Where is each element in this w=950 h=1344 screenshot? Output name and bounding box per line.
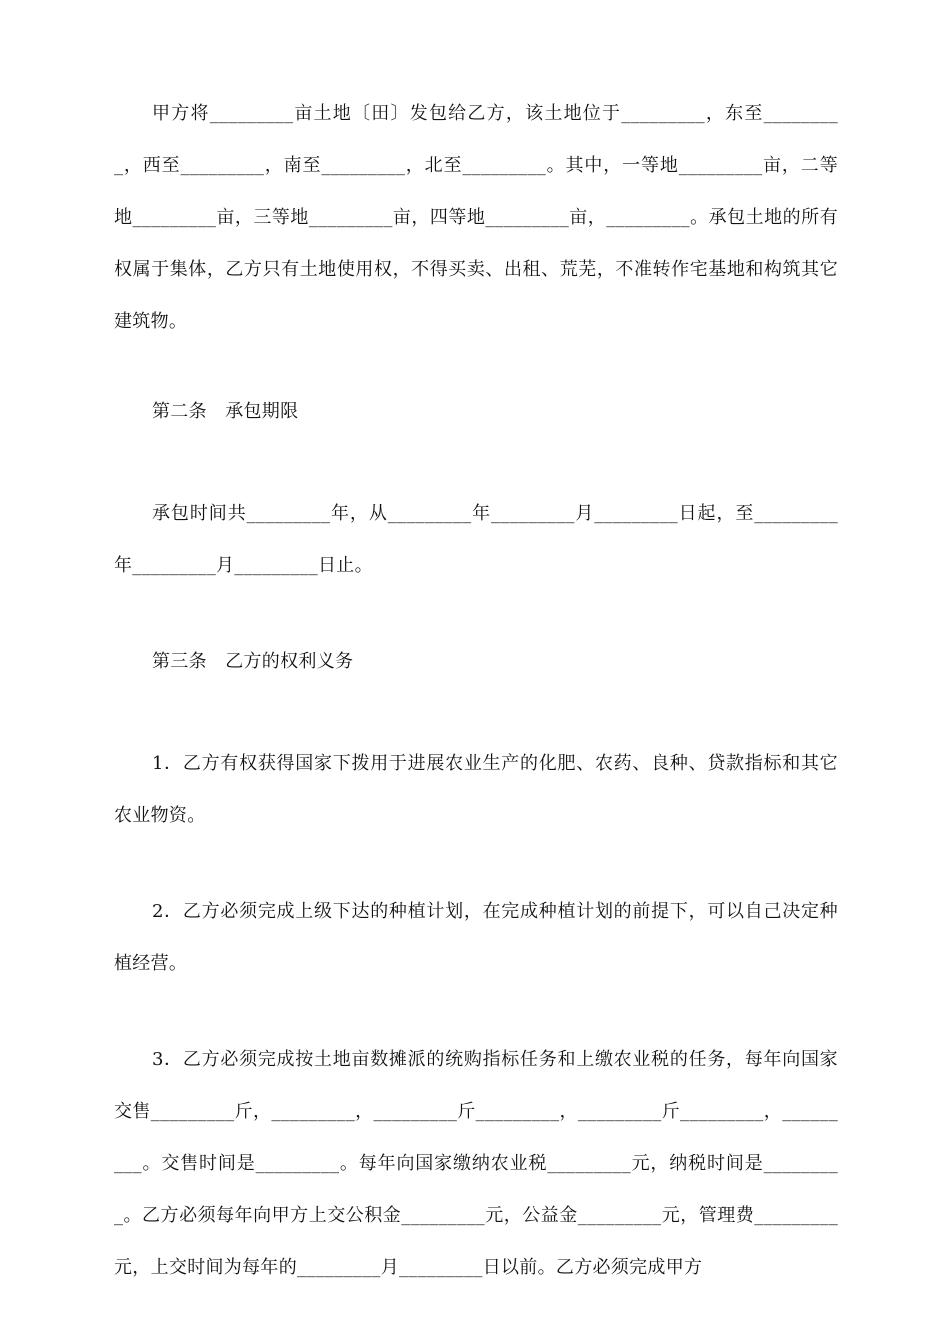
heading-article-2: 第二条 承包期限 <box>152 401 299 422</box>
list-item-2: 2．乙方必须完成上级下达的种植计划，在完成种植计划的前提下，可以自己决定种植经营。 <box>114 901 838 974</box>
list-item-1: 1．乙方有权获得国家下拨用于进展农业生产的化肥、农药、良种、贷款指标和其它农业物资。 <box>114 753 838 826</box>
paragraph-contract-term: 承包时间共_________年，从_________年_________月_________日起，至_________年_________月_________日止。 <box>114 503 838 576</box>
list-item-3: 3．乙方必须完成按土地亩数摊派的统购指标任务和上缴农业税的任务，每年向国家交售_________斤，_________，_________斤_________，_________斤_________，_________。交售时间是_________。每年向国家缴纳农业税_________元，纳税时间是_________。乙方必须每年向甲方上交公积金_________元，公益金_________元，管理费_________元，上交时间为每年的_________月_________日以前。乙方必须完成甲方 <box>114 1049 838 1278</box>
heading-article-3: 第三条 乙方的权利义务 <box>152 651 354 672</box>
paragraph-land-description: 甲方将_________亩土地〔田〕发包给乙方，该土地位于_________，东至_________，西至_________，南至_________，北至_________。其中，一等地_________亩，二等地_________亩，三等地_________亩，四等地_________亩，_________。承包土地的所有权属于集体，乙方只有土地使用权，不得买卖、出租、荒芜，不准转作宅基地和构筑其它建筑物。 <box>114 103 838 332</box>
